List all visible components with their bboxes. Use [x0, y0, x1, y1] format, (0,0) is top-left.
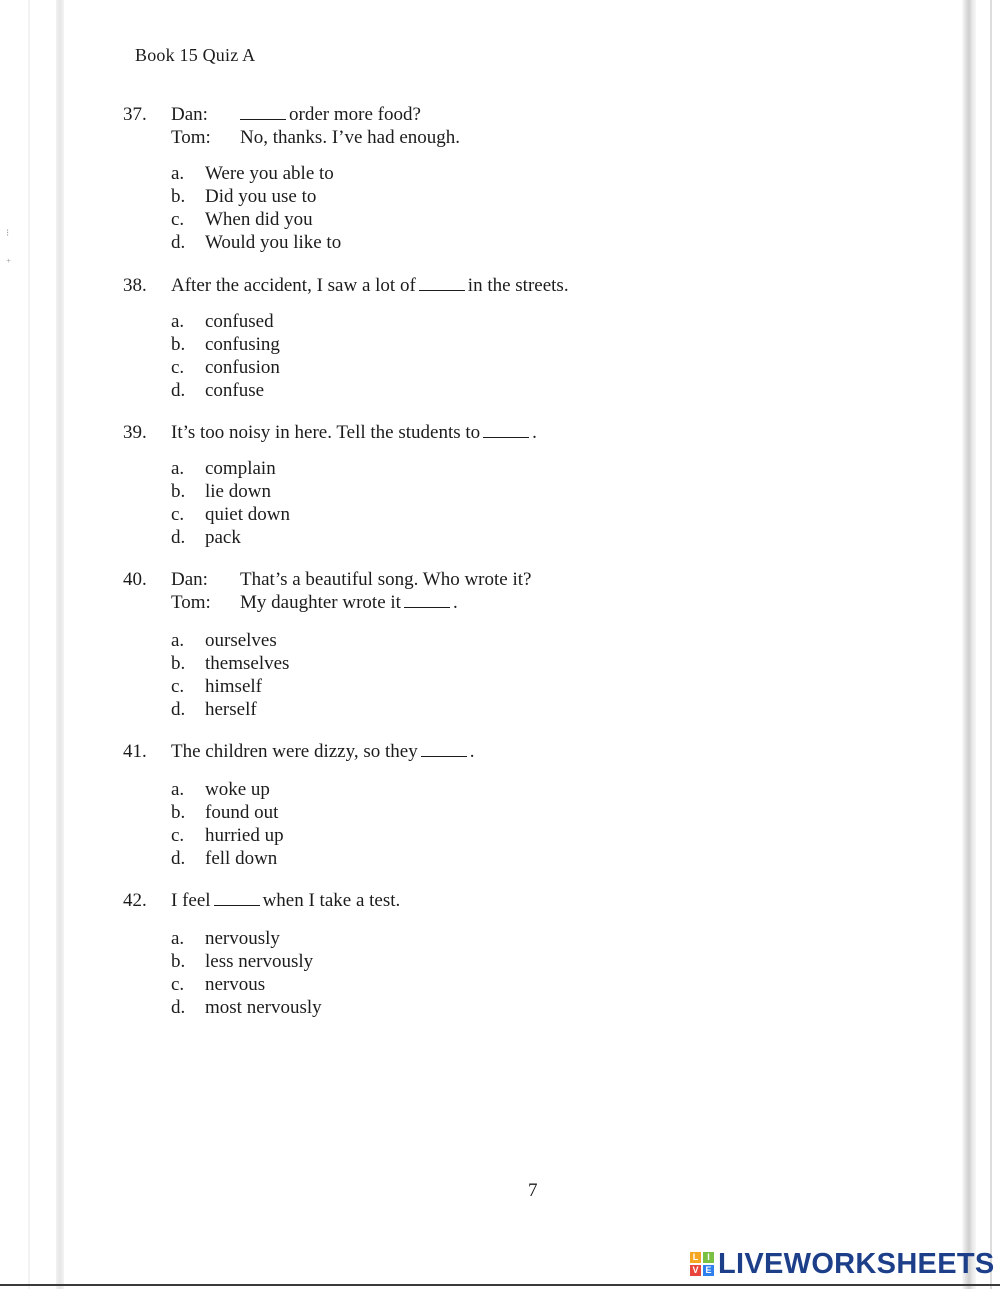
- question-stem: I feel when I take a test.: [171, 890, 401, 911]
- option-b[interactable]: b. less nervously: [171, 951, 314, 972]
- option-d[interactable]: d. herself: [171, 699, 257, 720]
- speaker-line: No, thanks. I’ve had enough.: [240, 127, 461, 148]
- option-b[interactable]: b. Did you use to: [171, 186, 317, 207]
- option-c[interactable]: c. quiet down: [171, 504, 290, 525]
- option-d[interactable]: d. pack: [171, 527, 241, 548]
- option-d[interactable]: d. Would you like to: [171, 232, 342, 253]
- quiz-title: Book 15 Quiz A: [135, 45, 256, 65]
- question-stem: The children were dizzy, so they .: [171, 741, 475, 762]
- logo-tile: V: [690, 1265, 701, 1276]
- logo-grid-icon: [690, 1252, 714, 1276]
- scan-shadow-left: [56, 0, 64, 1289]
- question-number: 40.: [123, 569, 147, 590]
- speaker-label: Dan:: [171, 104, 208, 125]
- question-number: 39.: [123, 422, 147, 443]
- margin-speck: ⁺: [6, 258, 12, 269]
- scan-shadow-right-thin: [990, 0, 992, 1289]
- answer-blank[interactable]: [419, 275, 465, 291]
- scan-shadow-right: [962, 0, 976, 1289]
- option-a[interactable]: a. complain: [171, 458, 276, 479]
- option-c[interactable]: c. confusion: [171, 357, 280, 378]
- question-stem: After the accident, I saw a lot of in the streets.: [171, 275, 569, 296]
- scan-shadow-left-thin: [28, 0, 30, 1289]
- answer-blank[interactable]: [483, 422, 529, 438]
- question-stem: order more food?: [240, 103, 421, 126]
- logo-tile: L: [690, 1252, 701, 1263]
- page-number: 7: [528, 1180, 538, 1201]
- question-stem: It’s too noisy in here. Tell the students to .: [171, 422, 537, 443]
- answer-blank[interactable]: [404, 592, 450, 608]
- option-a[interactable]: a. Were you able to: [171, 163, 334, 184]
- option-a[interactable]: a. ourselves: [171, 630, 277, 651]
- option-c[interactable]: c. When did you: [171, 209, 313, 230]
- option-b[interactable]: b. lie down: [171, 481, 271, 502]
- option-a[interactable]: a. nervously: [171, 928, 280, 949]
- speaker-line: That’s a beautiful song. Who wrote it?: [240, 569, 532, 590]
- option-b[interactable]: b. found out: [171, 802, 279, 823]
- option-a[interactable]: a. woke up: [171, 779, 270, 800]
- speaker-label: Tom:: [171, 592, 211, 613]
- question-number: 37.: [123, 104, 147, 125]
- margin-speck: ⁝: [6, 228, 10, 239]
- question-number: 38.: [123, 275, 147, 296]
- option-c[interactable]: c. himself: [171, 676, 262, 697]
- logo-tile: E: [703, 1265, 714, 1276]
- logo-wordmark: LIVEWORKSHEETS: [718, 1247, 995, 1280]
- option-d[interactable]: d. fell down: [171, 848, 278, 869]
- liveworksheets-logo: [690, 1247, 995, 1281]
- option-b[interactable]: b. themselves: [171, 653, 290, 674]
- question-stem: My daughter wrote it .: [240, 592, 458, 613]
- logo-tile: I: [703, 1252, 714, 1263]
- answer-blank[interactable]: [240, 104, 286, 120]
- question-number: 42.: [123, 890, 147, 911]
- option-d[interactable]: d. most nervously: [171, 997, 322, 1018]
- option-a[interactable]: a. confused: [171, 311, 274, 332]
- answer-blank[interactable]: [214, 890, 260, 906]
- option-b[interactable]: b. confusing: [171, 334, 280, 355]
- answer-blank[interactable]: [421, 741, 467, 757]
- speaker-label: Tom:: [171, 127, 211, 148]
- page-bottom-edge: [0, 1284, 1000, 1286]
- option-c[interactable]: c. hurried up: [171, 825, 284, 846]
- option-c[interactable]: c. nervous: [171, 974, 266, 995]
- option-d[interactable]: d. confuse: [171, 380, 265, 401]
- question-number: 41.: [123, 741, 147, 762]
- speaker-label: Dan:: [171, 569, 208, 590]
